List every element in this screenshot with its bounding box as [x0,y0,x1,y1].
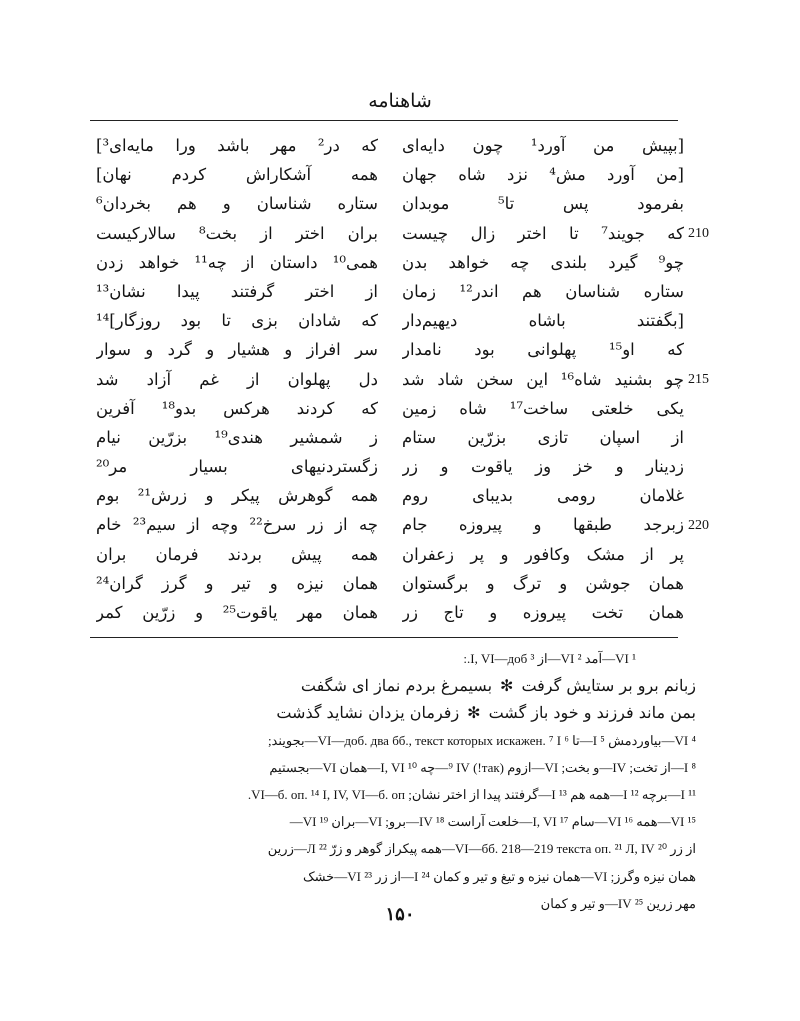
verse-hemistich-right: چو بشنید شاه¹⁶ این سخن شاد شد [402,369,684,389]
verse-hemistich-right: که جویند⁷ تا اختر زال چیست [402,223,684,243]
verse-hemistich-left: ستاره شناسان و هم بخردان⁶ [96,194,378,214]
verse-hemistich-left: چه از زر سرخ²² وچه از سیم²³ خام [96,515,378,535]
page-header-title: شاهنامه [368,90,432,112]
text-column-right [402,131,684,627]
text-column-left [96,131,378,627]
verse-hemistich-left: همی¹⁰ داستان از چه¹¹ خواهد زدن [96,252,378,272]
verse-hemistich-left: از اختر گرفتند پیدا نشان¹³ [96,281,378,301]
footnote-rule [90,637,678,638]
verse-hemistich-right: غلامان رومی بدیبای روم [402,486,684,506]
verse-line-number: 215 [688,371,709,387]
footnotes [96,645,696,917]
verse-hemistich-left: همه گوهرش پیکر و زرش²¹ بوم [96,486,378,506]
verse-hemistich-right: همان جوشن و ترگ و برگستوان [402,573,684,593]
verse-hemistich-right: که او¹⁵ پهلوانی بود نامدار [402,340,684,360]
verse-hemistich-right: پر از مشک وکافور و پر زعفران [402,544,684,564]
verse-hemistich-left: همه آشکاراش کردم نهان] [96,165,378,185]
verse-hemistich-left: بران اختر از بخت⁸ سالارکیست [96,223,378,243]
footnote-line: ⁴ VI—بیاوردمش ⁵ I—تا ⁶ VI—доб. два бб., текст которых искажен. ⁷ I—بجویند; [267,732,696,748]
footnote-line: ¹¹ I—برچه ¹² I—همه هم ¹³ I—گرفتند پیدا از اختر نشان; VI—б. оп. ¹⁴ I, IV, VI—б. оп. [247,786,696,802]
verse-hemistich-left: همه پیش بردند فرمان بران [96,544,378,564]
verse-hemistich-right: همان تخت پیروزه و تاج زر [402,603,684,622]
footnote-couplet: زبانم برو بر ستایش گرفت✻بسیمرغ بردم نماز ای شگفت [300,676,696,696]
verse-hemistich-left: همان نیزه و تیر و گرز گران²⁴ [96,573,378,593]
verse-hemistich-left: که در² مهر باشد ورا مایه‌ای³] [96,136,378,155]
verse-hemistich-right: چو⁹ گیرد بلندی چه خواهد بدن [402,252,684,272]
verse-hemistich-left: دل پهلوان از غم آزاد شد [96,369,378,389]
verse-hemistich-right: [بپیش من آورد¹ چون دایه‌ای [402,136,684,155]
footnote-line: از زر ²⁰ VI—бб. 218—219 текста оп. ²¹ Л, IV—همه پیکراز گوهر و زرّ ²² Л—زرین [267,841,696,857]
footnote-couplet: بمن ماند فرزند و خود باز گشت✻زفرمان یزدان نشاید گذشت [276,703,696,723]
footnote-line: همان نیزه وگرز; VI—همان نیزه و تیغ و تیر و کمان ²⁴ I—از زر ²³ VI—خشک [302,868,696,884]
verse-hemistich-right: زبرجد طبقها و پیروزه جام [402,515,684,535]
verse-line-number: 220 [688,517,709,533]
verse-hemistich-left: ز شمشیر هندی¹⁹ بزرّین نیام [96,427,378,447]
verse-hemistich-right: زدینار و خز وز یاقوت و زر [402,457,684,477]
verse-hemistich-right: ستاره شناسان هم اندر¹² زمان [402,281,684,301]
page-number: ۱۵۰ [385,904,415,925]
verse-hemistich-left: که شادان بزی تا بود روزگار]¹⁴ [96,311,378,331]
verse-hemistich-left: سر افراز و هشیار و گرد و سوار [96,340,378,360]
verse-hemistich-right: [من آورد مش⁴ نزد شاه جهان [402,165,684,185]
verse-line-number: 210 [688,225,709,241]
footnote-line: ¹⁵ VI—همه ¹⁶ VI—سام ¹⁷ I, VI—خلعت آراست ¹⁸ IV—برو; VI—بران ¹⁹ VI— [289,814,696,830]
footnote-line: مهر زرین ²⁵ IV—و تیر و کمان [540,895,696,911]
footnote-line: ⁸ I—از تخت; IV—و بخت; VI—ازوم (так!) ⁹ IV—چه ¹⁰ I, VI—همان VI—بجستیم [269,759,696,775]
verse-hemistich-left: زگستردنیهای بسیار مر²⁰ [96,457,378,477]
verse-hemistich-left: همان مهر یاقوت²⁵ و زرّین کمر [96,603,378,622]
verse-hemistich-left: که کردند هرکس بدو¹⁸ آفرین [96,398,378,418]
verse-hemistich-right: [بگفتند باشاه دیهیم‌دار [402,311,684,331]
verse-hemistich-right: از اسپان تازی بزرّین ستام [402,427,684,447]
footnote-line: ¹ VI—آمد ² VI—از ³ I, VI—доб.: [463,651,636,666]
verse-hemistich-right: یکی خلعتی ساخت¹⁷ شاه زمین [402,398,684,418]
header-rule [90,120,678,121]
verse-hemistich-right: بفرمود پس تا⁵ موبدان [402,194,684,214]
